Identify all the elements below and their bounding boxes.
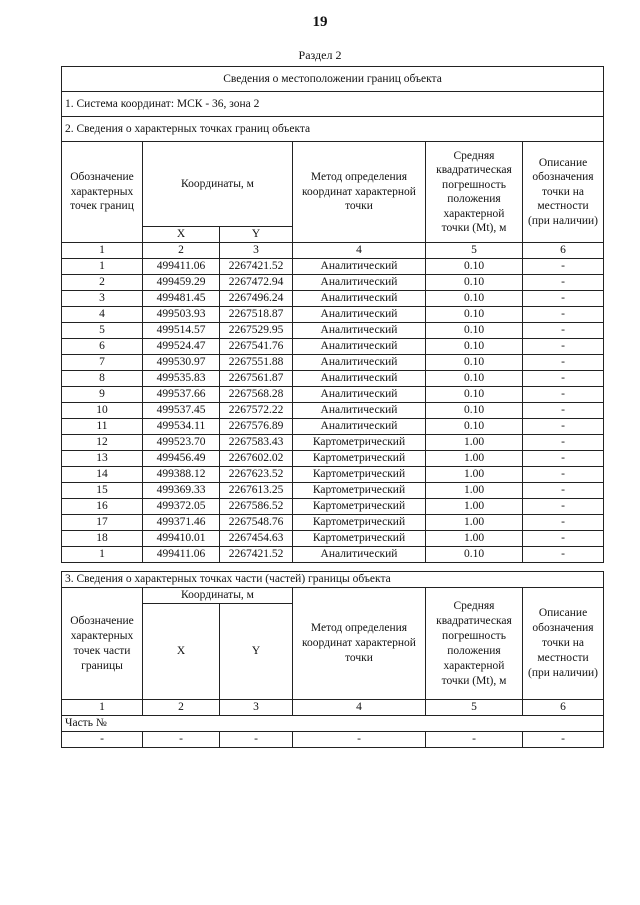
error-cell: 1.00 [426,499,523,515]
error-cell: 0.10 [426,371,523,387]
point-number-cell: 16 [62,499,143,515]
description-cell: - [523,307,604,323]
table-row [62,403,604,419]
y-cell: 2267472.94 [220,275,293,291]
description-cell: - [523,531,604,547]
col-number: 6 [523,243,604,259]
error-cell: 0.10 [426,403,523,419]
x-cell: 499459.29 [143,275,220,291]
y-cell: 2267561.87 [220,371,293,387]
description-cell: - [523,275,604,291]
description-cell: - [523,467,604,483]
method-cell: Картометрический [293,467,426,483]
y-header: Y [220,227,293,243]
method-cell: Картометрический [293,435,426,451]
x-cell: 499456.49 [143,451,220,467]
coords-header: Координаты, м [143,142,293,227]
x-cell: 499388.12 [143,467,220,483]
y-cell: 2267518.87 [220,307,293,323]
x-header: X [143,227,220,243]
y-cell: 2267623.52 [220,467,293,483]
x-cell: 499534.11 [143,419,220,435]
col-number: 3 [220,700,293,716]
table-row [62,515,604,531]
point-number-cell: 2 [62,275,143,291]
error-cell: 0.10 [426,275,523,291]
col-number: 5 [426,243,523,259]
y-cell: 2267602.02 [220,451,293,467]
table-row [62,499,604,515]
error-cell: 0.10 [426,259,523,275]
description-cell: - [523,451,604,467]
point-number-cell: 1 [62,547,143,563]
part-column-numbers-row [62,700,604,716]
point-number-cell: 10 [62,403,143,419]
method-cell: Аналитический [293,547,426,563]
page-number: 19 [312,14,328,30]
col-number: 4 [293,700,426,716]
method-cell: Картометрический [293,483,426,499]
y-cell: 2267551.88 [220,355,293,371]
x-cell: 499503.93 [143,307,220,323]
y-cell: 2267613.25 [220,483,293,499]
point-number-cell: 14 [62,467,143,483]
method-cell: Аналитический [293,355,426,371]
method-cell: Аналитический [293,307,426,323]
part-designation-header: Обозначение характерных точек части границы [62,588,143,700]
point-number-cell: 17 [62,515,143,531]
x-cell: 499369.33 [143,483,220,499]
column-numbers-row [62,243,604,259]
method-cell: Аналитический [293,291,426,307]
table-row [62,275,604,291]
x-cell: 499514.57 [143,323,220,339]
part-description-header: Описание обозначения точки на местности (при наличии) [523,588,604,700]
point-number-cell: 1 [62,259,143,275]
description-cell: - [523,355,604,371]
error-cell: 0.10 [426,323,523,339]
y-cell: 2267421.52 [220,259,293,275]
boundary-points-table [61,66,604,563]
y-cell: 2267421.52 [220,547,293,563]
coord-system: 1. Система координат: МСК - 36, зона 2 [62,92,604,117]
section-label: Раздел 2 [298,48,342,62]
part-points-table [61,571,604,748]
table-row [62,307,604,323]
col-number: 1 [62,243,143,259]
error-cell: 1.00 [426,435,523,451]
y-cell: 2267586.52 [220,499,293,515]
error-cell: 1.00 [426,515,523,531]
y-cell: 2267529.95 [220,323,293,339]
part-y-header: Y [220,604,293,700]
main-title: Сведения о местоположении границ объекта [62,67,604,92]
table-row [62,387,604,403]
y-cell: 2267583.43 [220,435,293,451]
table-row [62,483,604,499]
part-row [62,732,604,748]
point-number-cell: 15 [62,483,143,499]
method-cell: Аналитический [293,403,426,419]
table-row [62,323,604,339]
table-row [62,355,604,371]
part-error-header: Средняя квадратическая погрешность положения характерной точки (Mt), м [426,588,523,700]
error-cell: 1.00 [426,451,523,467]
point-number-cell: 13 [62,451,143,467]
point-number-cell: 7 [62,355,143,371]
error-cell: 0.10 [426,547,523,563]
part-cell: - [293,732,426,748]
points-section-title: 2. Сведения о характерных точках границ объекта [62,117,604,142]
point-number-cell: 11 [62,419,143,435]
method-cell: Аналитический [293,339,426,355]
error-cell: 0.10 [426,339,523,355]
table-row [62,291,604,307]
part-cell: - [220,732,293,748]
error-cell: 1.00 [426,467,523,483]
point-number-cell: 12 [62,435,143,451]
part-label: Часть № [62,716,604,732]
method-cell: Аналитический [293,419,426,435]
col-number: 1 [62,700,143,716]
table-row [62,435,604,451]
point-number-cell: 8 [62,371,143,387]
table-row [62,419,604,435]
y-cell: 2267541.76 [220,339,293,355]
y-cell: 2267496.24 [220,291,293,307]
point-number-cell: 3 [62,291,143,307]
col-number: 4 [293,243,426,259]
table-row [62,259,604,275]
table-row [62,371,604,387]
point-number-cell: 6 [62,339,143,355]
table-row [62,339,604,355]
description-cell: - [523,291,604,307]
col-number: 3 [220,243,293,259]
y-cell: 2267548.76 [220,515,293,531]
x-cell: 499535.83 [143,371,220,387]
table-row [62,547,604,563]
part-cell: - [523,732,604,748]
x-cell: 499411.06 [143,259,220,275]
parts-section-title: 3. Сведения о характерных точках части (частей) границы объекта [62,572,604,588]
part-cell: - [426,732,523,748]
table-row [62,467,604,483]
col-number: 6 [523,700,604,716]
y-cell: 2267572.22 [220,403,293,419]
error-header: Средняя квадратическая погрешность положения характерной точки (Mt), м [426,142,523,243]
description-cell: - [523,339,604,355]
part-x-header: X [143,604,220,700]
y-cell: 2267568.28 [220,387,293,403]
method-cell: Аналитический [293,259,426,275]
method-cell: Аналитический [293,387,426,403]
description-cell: - [523,259,604,275]
description-cell: - [523,483,604,499]
description-cell: - [523,323,604,339]
method-cell: Аналитический [293,371,426,387]
description-cell: - [523,403,604,419]
table-row [62,451,604,467]
description-cell: - [523,435,604,451]
table-row [62,531,604,547]
col-number: 2 [143,700,220,716]
error-cell: 0.10 [426,419,523,435]
method-cell: Картометрический [293,451,426,467]
col-number: 2 [143,243,220,259]
y-cell: 2267576.89 [220,419,293,435]
error-cell: 0.10 [426,387,523,403]
error-cell: 1.00 [426,483,523,499]
description-cell: - [523,419,604,435]
x-cell: 499523.70 [143,435,220,451]
x-cell: 499537.45 [143,403,220,419]
method-cell: Картометрический [293,499,426,515]
x-cell: 499530.97 [143,355,220,371]
error-cell: 0.10 [426,307,523,323]
description-cell: - [523,515,604,531]
method-cell: Картометрический [293,531,426,547]
description-header: Описание обозначения точки на местности (при наличии) [523,142,604,243]
x-cell: 499411.06 [143,547,220,563]
point-number-cell: 18 [62,531,143,547]
error-cell: 1.00 [426,531,523,547]
method-cell: Картометрический [293,515,426,531]
description-cell: - [523,387,604,403]
method-cell: Аналитический [293,323,426,339]
method-cell: Аналитический [293,275,426,291]
part-method-header: Метод определения координат характерной точки [293,588,426,700]
x-cell: 499537.66 [143,387,220,403]
x-cell: 499524.47 [143,339,220,355]
y-cell: 2267454.63 [220,531,293,547]
col-number: 5 [426,700,523,716]
x-cell: 499481.45 [143,291,220,307]
point-number-cell: 4 [62,307,143,323]
description-cell: - [523,547,604,563]
x-cell: 499410.01 [143,531,220,547]
point-number-cell: 5 [62,323,143,339]
error-cell: 0.10 [426,291,523,307]
x-cell: 499372.05 [143,499,220,515]
part-cell: - [143,732,220,748]
description-cell: - [523,371,604,387]
part-cell: - [62,732,143,748]
designation-header: Обозначение характерных точек границ [62,142,143,243]
description-cell: - [523,499,604,515]
x-cell: 499371.46 [143,515,220,531]
point-number-cell: 9 [62,387,143,403]
error-cell: 0.10 [426,355,523,371]
part-coords-header: Координаты, м [143,588,293,604]
method-header: Метод определения координат характерной точки [293,142,426,243]
